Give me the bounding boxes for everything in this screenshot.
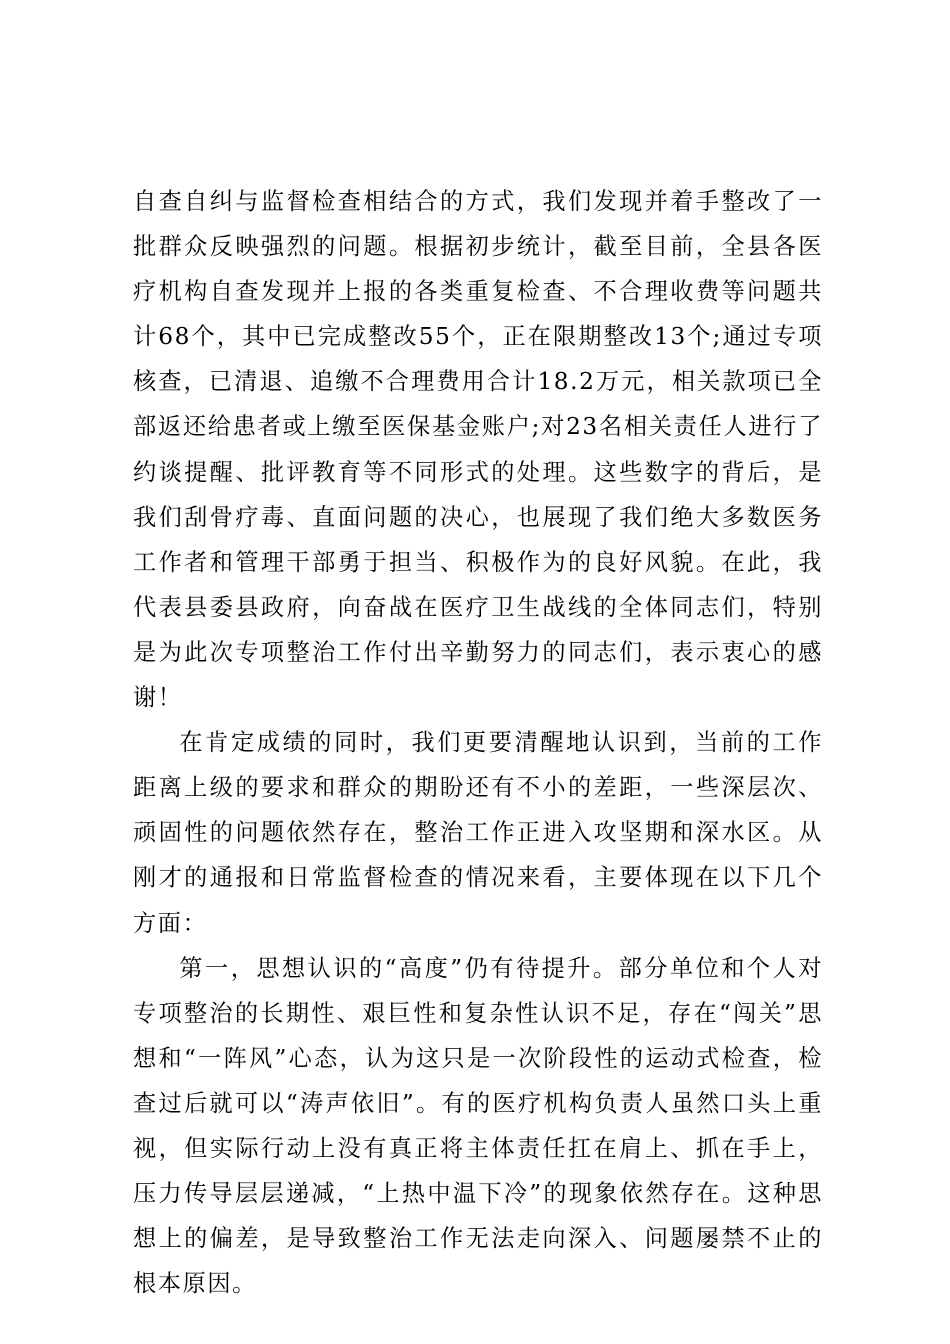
paragraph-continuation: 自查自纠与监督检查相结合的方式，我们发现并着手整改了一批群众反映强烈的问题。根据初步统计，截至目前，全县各医疗机构自查发现并上报的各类重复检查、不合理收费等问题共计68个，其中已完成整改55个，正在限期整改13个;通过专项核查，已清退、追缴不合理费用合计18.2万元，相关款项已全部返还给患者或上缴至医保基金账户;对23名相关责任人进行了约谈提醒、批评教育等不同形式的处理。这些数字的背后，是我们刮骨疗毒、直面问题的决心，也展现了我们绝大多数医务工作者和管理干部勇于担当、积极作为的良好风貌。在此，我代表县委县政府，向奋战在医疗卫生战线的全体同志们，特别是为此次专项整治工作付出辛勤努力的同志们，表示衷心的感谢！ xyxy=(133,188,823,712)
paragraph-problems-intro: 在肯定成绩的同时，我们更要清醒地认识到，当前的工作距离上级的要求和群众的期盼还有不小的差距，一些深层次、顽固性的问题依然存在，整治工作正进入攻坚期和深水区。从刚才的通报和日常监督检查的情况来看，主要体现在以下几个方面： xyxy=(133,729,823,937)
paragraph-first-point: 第一，思想认识的“高度”仍有待提升。部分单位和个人对专项整治的长期性、艰巨性和复杂性认识不足，存在“闯关”思想和“一阵风”心态，认为这只是一次阶段性的运动式检查，检查过后就可以“涛声依旧”。有的医疗机构负责人虽然口头上重视，但实际行动上没有真正将主体责任扛在肩上、抓在手上，压力传导层层递减，“上热中温下冷”的现象依然存在。这种思想上的偏差，是导致整治工作无法走向深入、问题屡禁不止的根本原因。 xyxy=(133,954,823,1298)
document-body xyxy=(133,179,823,1306)
